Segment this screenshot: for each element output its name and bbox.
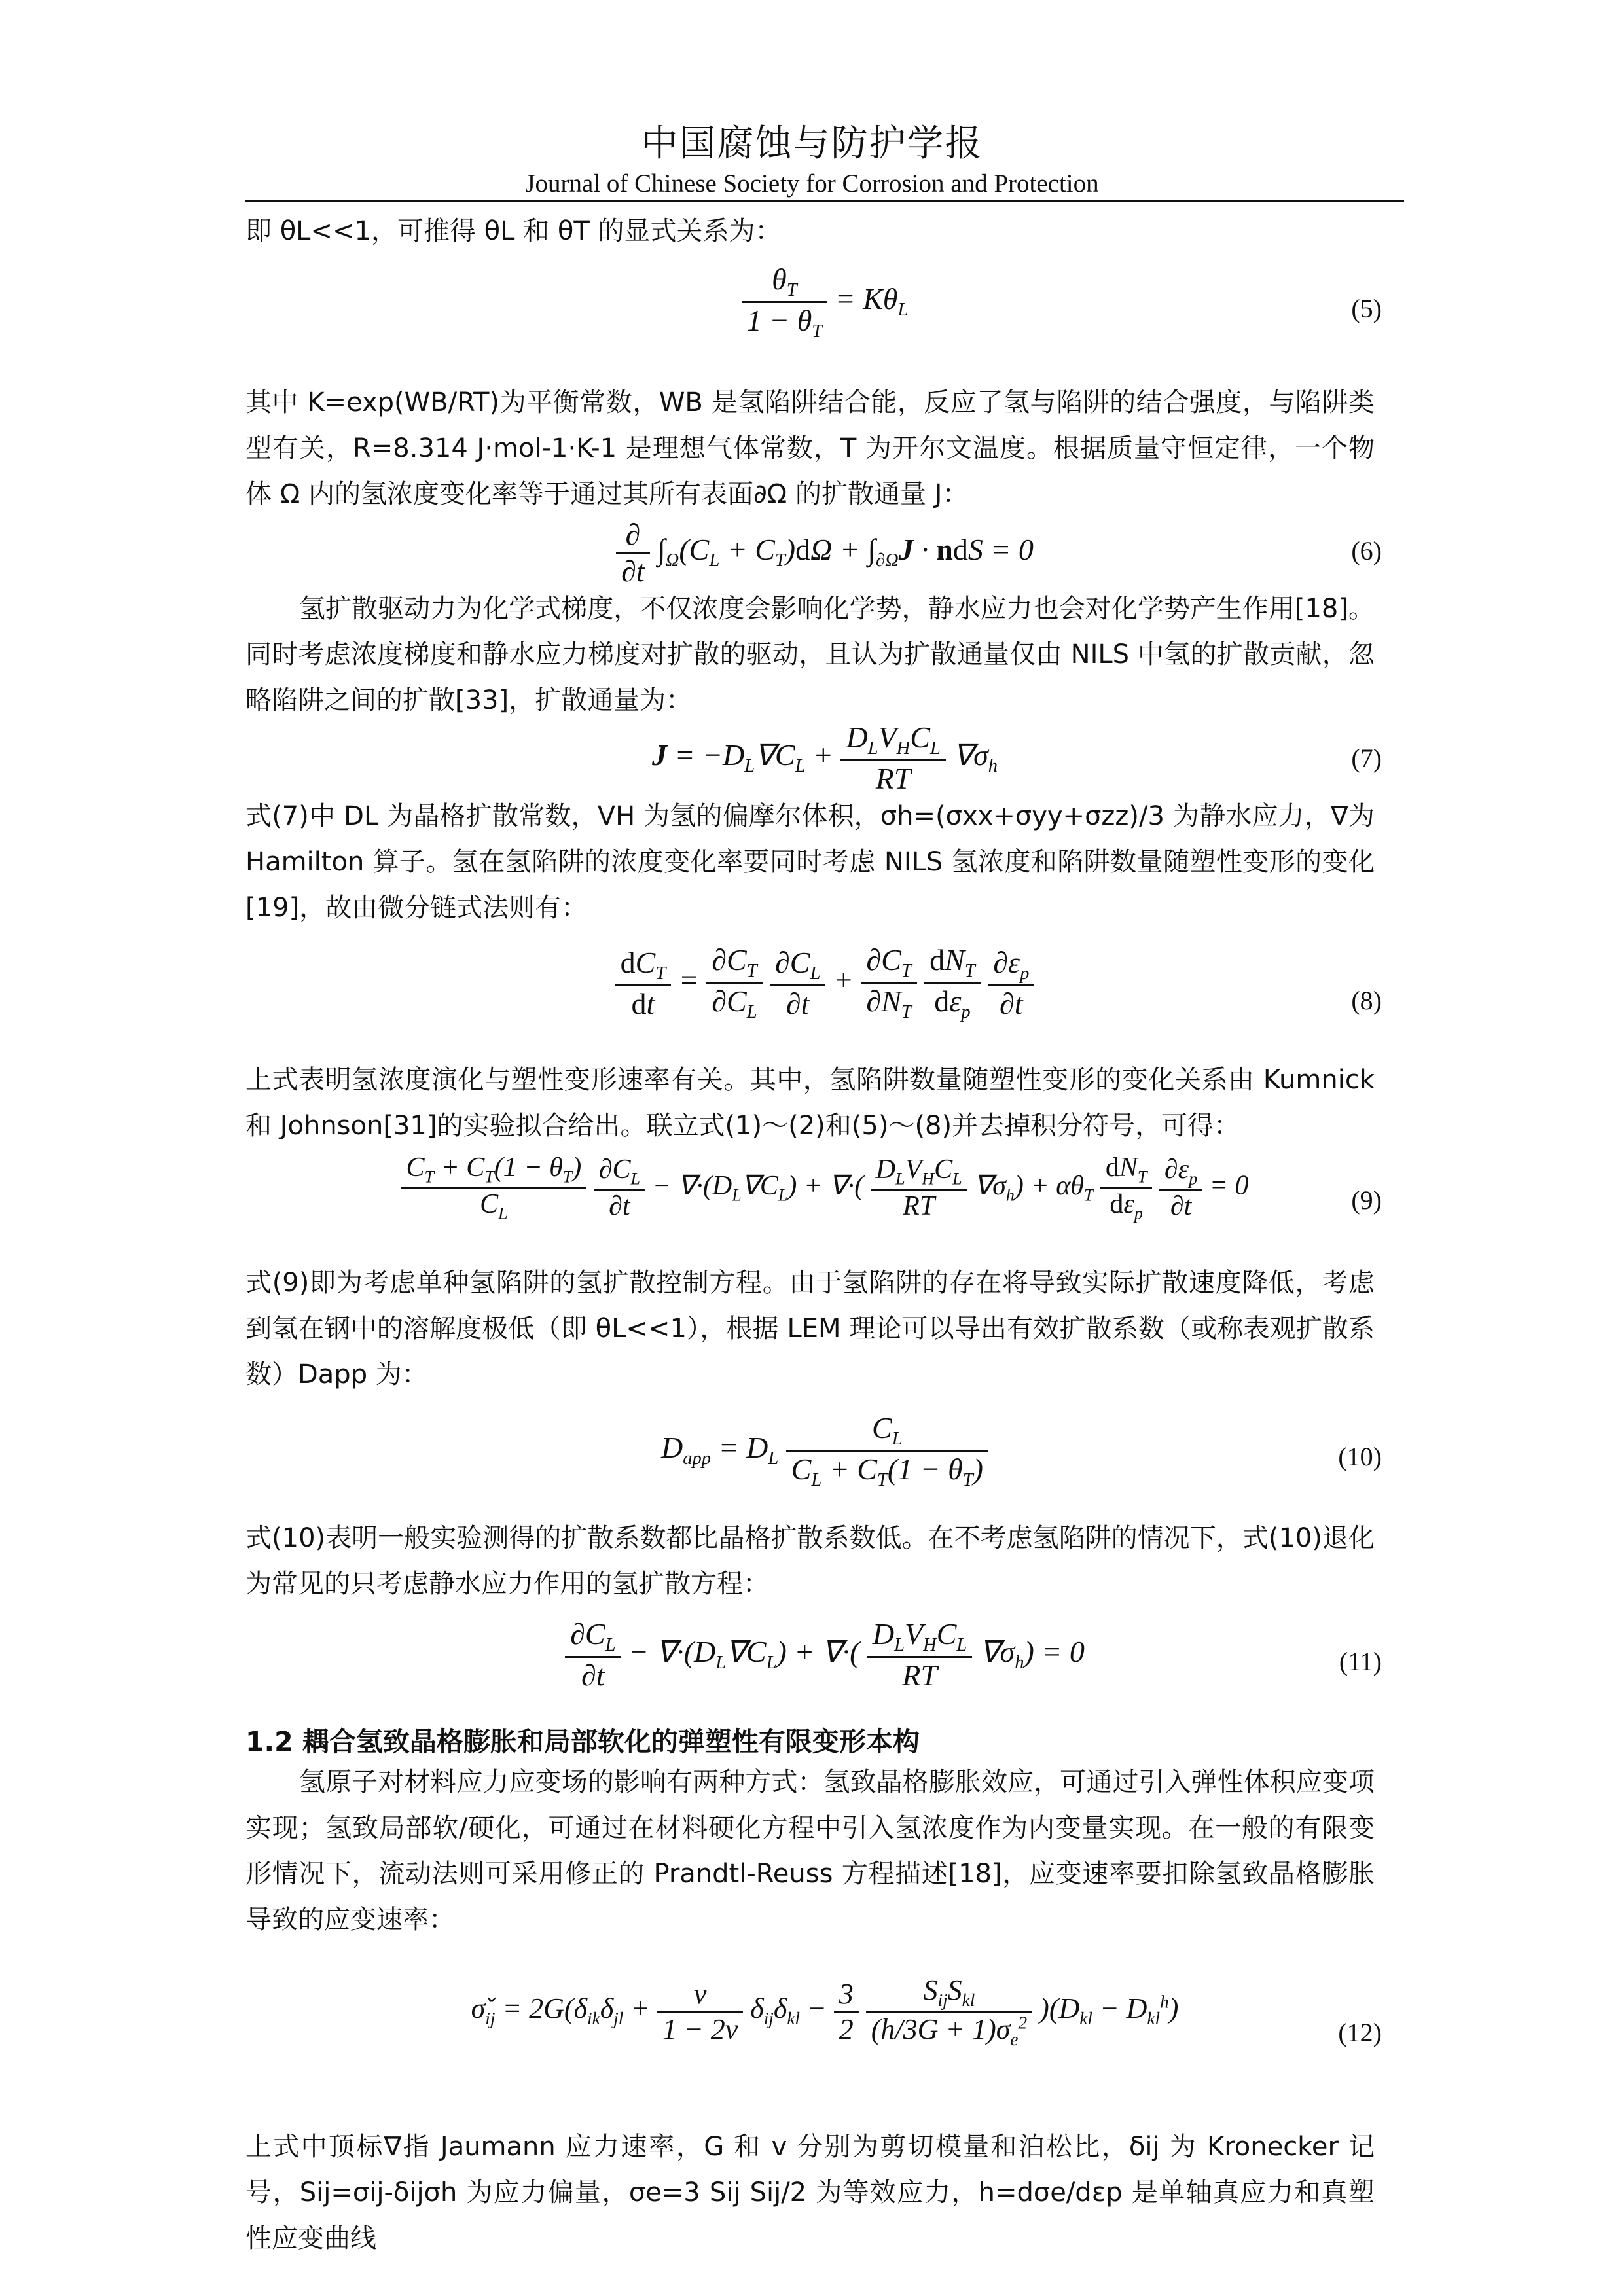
section-title: 1.2 耦合氢致晶格膨胀和局部软化的弹塑性有限变形本构 (245, 1726, 920, 1757)
journal-title-en: Journal of Chinese Society for Corrosion and Protection (525, 170, 1099, 198)
paragraph-6: 式(9)即为考虑单种氢陷阱的氢扩散控制方程。由于氢陷阱的存在将导致实际扩散速度降低，考虑到氢在钢中的溶解度极低（即 θL<<1），根据 LEM 理论可以导出有效扩散系数（或称表观扩散系数）Dapp 为： (245, 1268, 1375, 1390)
equation-5: $\frac{\theta_T}{1 - \theta_T}$ = $K\theta_L$ (245, 262, 1404, 342)
paragraph-3: 氢扩散驱动力为化学式梯度，不仅浓度会影响化学势，静水应力也会对化学势产生作用[18]。同时考虑浓度梯度和静水应力梯度对扩散的驱动，且认为扩散通量仅由 NILS 中氢的扩散贡献，忽略陷阱之间的扩散[33]，扩散通量为： (245, 594, 1375, 715)
paragraph-1: 即 θL<<1，可推得 θL 和 θT 的显式关系为： (245, 216, 782, 246)
equation-number-7: (7) (1351, 744, 1382, 773)
equation-11: $\frac{\partial C_L}{\partial t}$ − $\nabla\cdot(D_L\nabla C_L)$ + ∇·( $\frac{D_LV_HC_L}{RT}$ $\nabla\sigma_h) = 0$ (245, 1617, 1404, 1693)
equation-8: $\frac{dC_T}{dt}$ = $\frac{\partial C_T}{\partial C_L}$ $\frac{\partial C_L}{\partial t}$ + $\frac{\partial C_T}{\partial N_T}$ $\frac{dN_T}{d\varepsilon_p}$ $\frac{\partial\varepsilon_p}{\partial t}$ (245, 942, 1404, 1023)
equation-9: $\frac{C_T + C_T(1 - \theta_T)}{C_L}$ $\frac{\partial C_L}{\partial t}$ − $\nabla\cdot(D_L\nabla C_L)$ + ∇·( $\frac{D_LV_HC_L}{RT}$ $\nabla\sigma_h) + \alpha\theta_T$ $\frac{dN_T}{d\varepsilon_p}$ $\frac{\partial\varepsilon_p}{\partial t}$ = 0 (245, 1152, 1404, 1224)
header-rule (245, 200, 1404, 202)
paragraph-8: 氢原子对材料应力应变场的影响有两种方式：氢致晶格膨胀效应，可通过引入弹性体积应变项实现；氢致局部软/硬化，可通过在材料硬化方程中引入氢浓度作为内变量实现。在一般的有限变形情况下，流动法则可采用修正的 Prandtl-Reuss 方程描述[18]，应变速率要扣除氢致晶格膨胀导致的应变速率： (245, 1767, 1375, 1935)
equation-6: $\frac{\partial}{\partial t}$ $\int_\Omega(C_L + C_T)d\Omega + \int_{\partial\Omega}J$ · ndS = 0 (245, 517, 1404, 588)
paragraph-5: 上式表明氢浓度演化与塑性变形速率有关。其中，氢陷阱数量随塑性变形的变化关系由 Kumnick 和 Johnson[31]的实验拟合给出。联立式(1)～(2)和(5)～(8)并去掉积分符号，可得： (245, 1065, 1375, 1141)
equation-number-9: (9) (1351, 1185, 1382, 1215)
paragraph-4: 式(7)中 DL 为晶格扩散常数，VH 为氢的偏摩尔体积，σh=(σxx+σyy+σzz)/3 为静水应力，∇为 Hamilton 算子。氢在氢陷阱的浓度变化率要同时考虑 NILS 氢浓度和陷阱数量随塑性变形的变化[19]，故由微分链式法则有： (245, 801, 1375, 923)
equation-number-8: (8) (1351, 986, 1382, 1015)
paragraph-9: 上式中顶标∇指 Jaumann 应力速率，G 和 v 分别为剪切模量和泊松比，δij 为 Kronecker 记号，Sij=σij-δijσh 为应力偏量，σe=3 Sij Sij/2 为等效应力，h=dσe/dεp 是单轴真应力和真塑性应变曲线 (245, 2132, 1375, 2253)
equation-number-5: (5) (1351, 294, 1382, 323)
equation-number-6: (6) (1351, 536, 1382, 565)
equation-12: $\sigmǎ_{ij} = 2G(\delta_{ik}\delta_{jl}$ + $\frac{v}{1 - 2v}$ $\delta_{ij}\delta_{kl}$ − $\frac{3}{2}$ $\frac{S_{ij}S_{kl}}{(h/3G + 1)\sigma_e^2}$ )$(D_{kl} - D_{kl}^h)$ (471, 1974, 1179, 2049)
equation-10: $D_{app} = D_L$ $\frac{C_L}{C_L + C_T(1 - \theta_T)}$ (245, 1410, 1404, 1491)
paragraph-2: 其中 K=exp(WB/RT)为平衡常数，WB 是氢陷阱结合能，反应了氢与陷阱的结合强度，与陷阱类型有关，R=8.314 J·mol-1·K-1 是理想气体常数，T 为开尔文温度。根据质量守恒定律，一个物体 Ω 内的氢浓度变化率等于通过其所有表面∂Ω 的扩散通量 J： (245, 387, 1375, 509)
paragraph-7: 式(10)表明一般实验测得的扩散系数都比晶格扩散系数低。在不考虑氢陷阱的情况下，式(10)退化为常见的只考虑静水应力作用的氢扩散方程： (245, 1523, 1375, 1599)
equation-number-12: (12) (1338, 2018, 1382, 2047)
equation-number-11: (11) (1339, 1647, 1382, 1676)
journal-title-cn: 中国腐蚀与防护学报 (641, 122, 983, 165)
equation-7: $J = -D_L\nabla C_L$ + $\frac{D_LV_HC_L}{RT}$ $\nabla\sigma_h$ (651, 721, 998, 796)
equation-number-10: (10) (1338, 1442, 1382, 1471)
